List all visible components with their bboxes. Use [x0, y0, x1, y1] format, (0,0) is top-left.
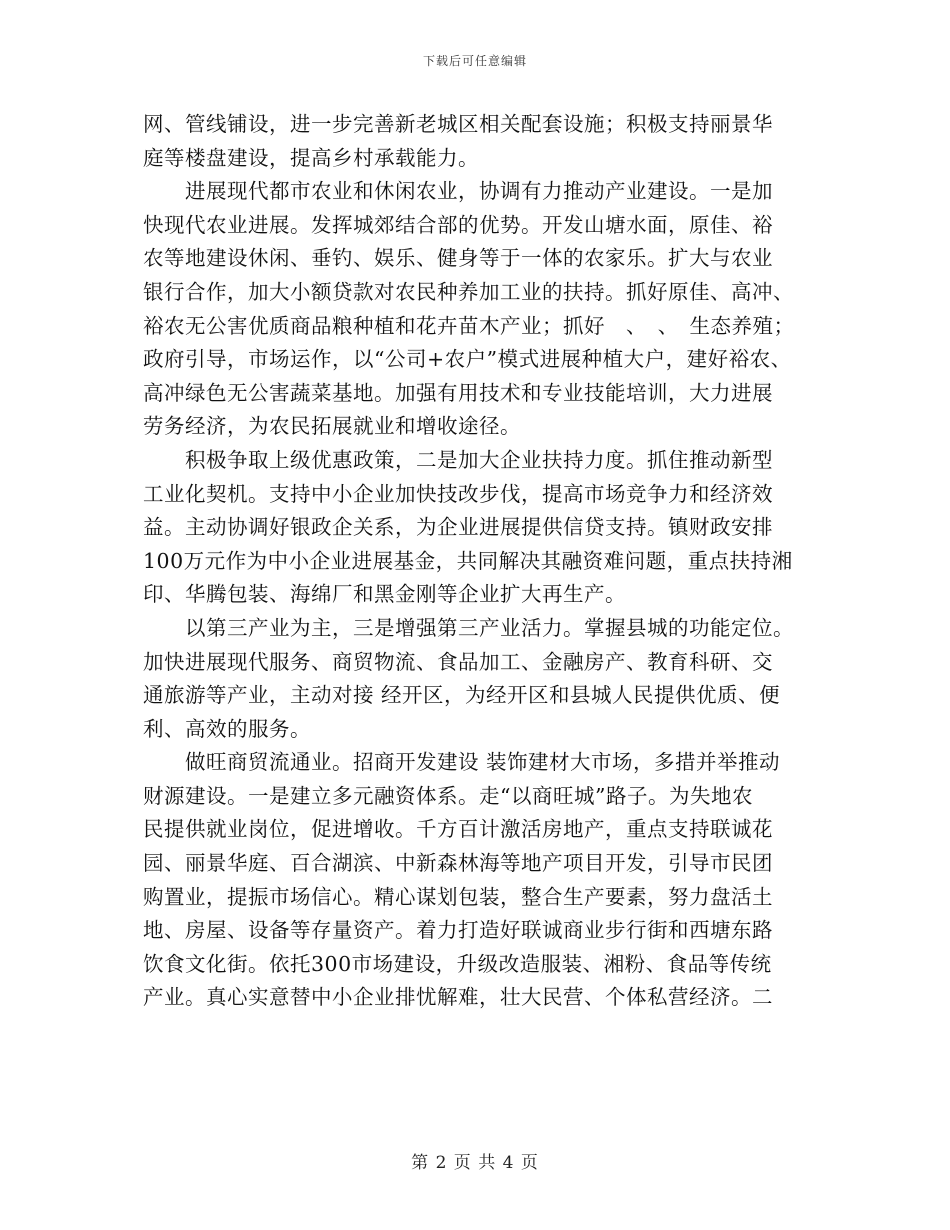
text-line: 产业。真心实意替中小企业排忧解难，壮大民营、个体私营经济。二	[143, 985, 773, 1010]
text-line: 利、高效的服务。	[143, 716, 311, 741]
text-line: 快现代农业进展。发挥城郊结合部的优势。开发山塘水面，原佳、裕	[143, 212, 773, 237]
text-line: 农等地建设休闲、垂钓、娱乐、健身等于一体的农家乐。扩大与农业	[143, 246, 773, 271]
text-line: 民提供就业岗位，促进增收。千方百计激活房地产，重点支持联诚花	[143, 817, 773, 842]
text-line: 积极争取上级优惠政策，二是加大企业扶持力度。抓住推动新型	[143, 447, 773, 472]
text-line: 100万元作为中小企业进展基金，共同解决其融资难问题，重点扶持湘	[143, 548, 793, 573]
text-line: 裕农无公害优质商品粮种植和花卉苗木产业；抓好 、 、 生态养殖；	[143, 313, 795, 338]
text-line: 地、房屋、设备等存量资产。着力打造好联诚商业步行街和西塘东路	[143, 918, 773, 943]
text-line: 饮食文化街。依托300市场建设，升级改造服装、湘粉、食品等传统	[143, 951, 772, 976]
text-line: 以第三产业为主，三是增强第三产业活力。掌握县城的功能定位。	[143, 615, 794, 640]
text-line: 园、丽景华庭、百合湖滨、中新森林海等地产项目开发，引导市民团	[143, 851, 773, 876]
text-line: 益。主动协调好银政企关系，为企业进展提供信贷支持。镇财政安排	[143, 515, 773, 540]
text-line: 工业化契机。支持中小企业加快技改步伐，提高市场竞争力和经济效	[143, 481, 773, 506]
text-line: 劳务经济，为农民拓展就业和增收途径。	[143, 414, 521, 439]
text-line: 庭等楼盘建设，提高乡村承载能力。	[143, 145, 479, 170]
text-line: 印、华腾包装、海绵厂和黑金刚等企业扩大再生产。	[143, 582, 626, 607]
text-line: 做旺商贸流通业。招商开发建设 装饰建材大市场，多措并举推动	[143, 750, 781, 775]
text-line: 购置业，提振市场信心。精心谋划包装，整合生产要素，努力盘活土	[143, 884, 773, 909]
page-number: 第 2 页 共 4 页	[411, 1153, 539, 1173]
text-line: 网、管线铺设，进一步完善新老城区相关配套设施；积极支持丽景华	[143, 112, 773, 136]
text-line: 通旅游等产业，主动对接 经开区，为经开区和县城人民提供优质、便	[143, 683, 781, 708]
text-line: 进展现代都市农业和休闲农业，协调有力推动产业建设。一是加	[143, 179, 773, 204]
text-line: 银行合作，加大小额贷款对农民种养加工业的扶持。抓好原佳、高冲、	[143, 279, 794, 304]
text-line: 加快进展现代服务、商贸物流、食品加工、金融房产、教育科研、交	[143, 649, 773, 674]
document-body	[143, 108, 815, 1015]
text-line: 政府引导，市场运作，以“公司+农户”模式进展种植大户，建好裕农、	[143, 347, 792, 372]
text-line: 高冲绿色无公害蔬菜基地。加强有用技术和专业技能培训，大力进展	[143, 380, 773, 405]
page-header: 下载后可任意编辑	[422, 54, 527, 68]
text-line: 财源建设。一是建立多元融资体系。走“以商旺城”路子。为失地农	[143, 783, 753, 808]
